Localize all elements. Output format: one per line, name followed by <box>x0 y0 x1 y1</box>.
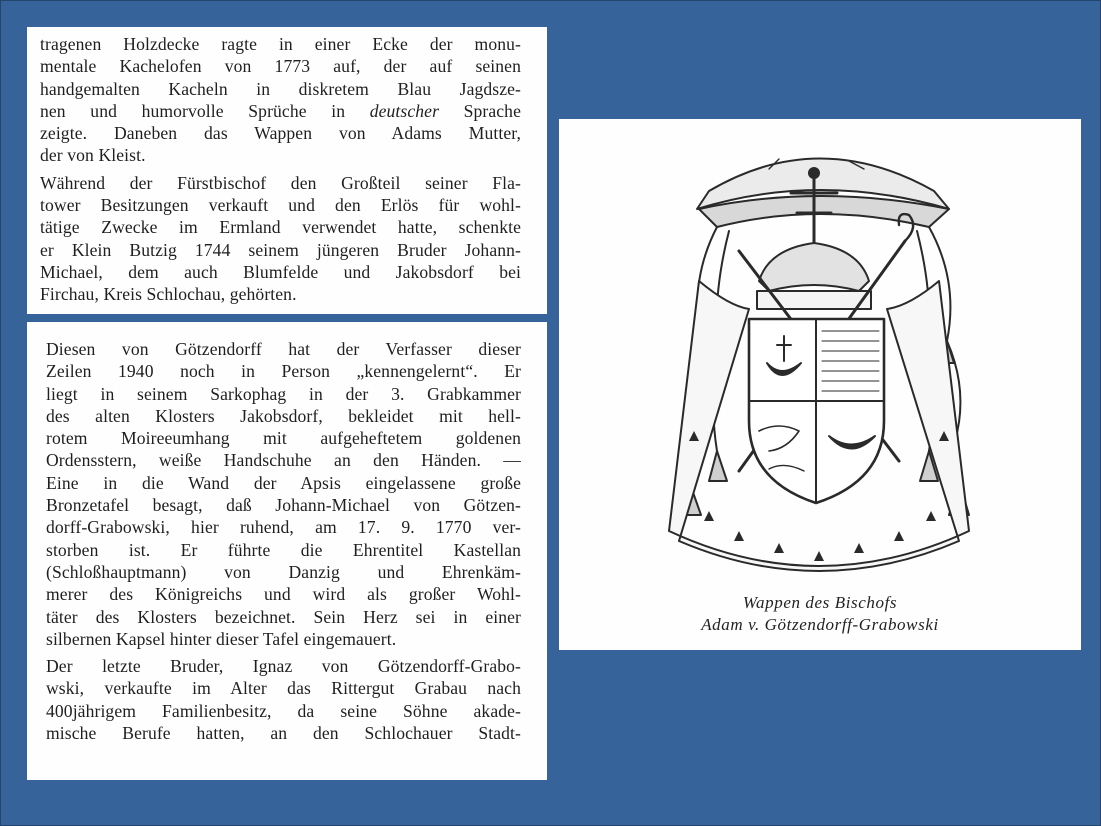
text-line: mische Berufe hatten, an den Schlochauer Stadt- <box>46 723 521 744</box>
text-line: handgemalten Kacheln in diskretem Blau Jagdsze- <box>40 78 521 99</box>
text-line: wski, verkaufte im Alter das Rittergut Grabau nach <box>46 678 521 699</box>
paragraph-sarkophag <box>46 338 521 650</box>
text-line: des alten Klosters Jakobsdorf, bekleidet mit hell- <box>46 405 521 426</box>
text-line: Michael, dem auch Blumfelde und Jakobsdorf bei <box>40 261 521 282</box>
text-line: täter des Klosters bezeichnet. Sein Herz sei in einer <box>46 606 521 627</box>
text-line: Der letzte Bruder, Ignaz von Götzendorff-Grabo- <box>46 656 521 677</box>
text-line: storben ist. Er führte die Ehrentitel Kastellan <box>46 539 521 560</box>
text-fragment: Sprache <box>439 100 521 121</box>
text-line: Eine in die Wand der Apsis eingelassene große <box>46 472 521 493</box>
paragraph-fuerstbischof <box>40 172 521 306</box>
text-line: merer des Königreichs und wird als großer Wohl- <box>46 584 521 605</box>
text-line: Bronzetafel besagt, daß Johann-Michael von Götzen- <box>46 495 521 516</box>
text-fragment: nen und humorvolle Sprüche in <box>40 100 370 121</box>
text-line: tragenen Holzdecke ragte in einer Ecke der monu- <box>40 34 521 54</box>
paragraph-letzter-bruder <box>46 655 521 744</box>
paragraph-kachelofen <box>40 33 521 167</box>
text-line: mentale Kachelofen von 1773 auf, der auf seinen <box>40 56 521 77</box>
text-line: zeigte. Daneben das Wappen von Adams Mutter, <box>40 123 521 144</box>
figure-caption-subject: Adam v. Götzendorff-Grabowski <box>701 615 939 634</box>
text-line: (Schloßhauptmann) von Danzig und Ehrenkäm- <box>46 561 521 582</box>
text-line: Ordensstern, weiße Handschuhe an den Händen. — <box>46 450 521 471</box>
text-line: silbernen Kapsel hinter dieser Tafel eingemauert. <box>46 628 397 649</box>
text-line: tätige Zwecke im Ermland verwendet hatte, schenkte <box>40 217 521 238</box>
text-line: Zeilen 1940 noch in Person „kennengelernt“. Er <box>46 361 521 382</box>
text-line: er Klein Butzig 1744 seinem jüngeren Bruder Johann- <box>40 239 521 260</box>
coat-of-arms-figure <box>559 119 1081 650</box>
text-line: tower Besitzungen verkauft und den Erlös für wohl- <box>40 195 521 216</box>
text-excerpt-bottom <box>27 322 547 780</box>
text-line: 400jährigem Familienbesitz, da seine Söhne akade- <box>46 700 521 721</box>
coat-of-arms-drawing <box>619 131 1019 591</box>
text-line: Firchau, Kreis Schlochau, gehörten. <box>40 284 297 305</box>
text-line: Diesen von Götzendorff hat der Verfasser dieser <box>46 339 521 359</box>
figure-caption-title: Wappen des Bischofs <box>742 593 898 612</box>
text-excerpt-top <box>27 27 547 314</box>
text-line: dorff-Grabowski, hier ruhend, am 17. 9. 1770 ver- <box>46 517 521 538</box>
text-line <box>40 100 521 122</box>
emphasis-deutscher: deutscher <box>369 100 440 121</box>
text-line: liegt in seinem Sarkophag in der 3. Grabkammer <box>46 383 521 404</box>
text-line: rotem Moireeumhang mit aufgeheftetem goldenen <box>46 428 521 449</box>
text-line: Während der Fürstbischof den Großteil seiner Fla- <box>40 172 521 193</box>
text-line: der von Kleist. <box>40 145 146 166</box>
